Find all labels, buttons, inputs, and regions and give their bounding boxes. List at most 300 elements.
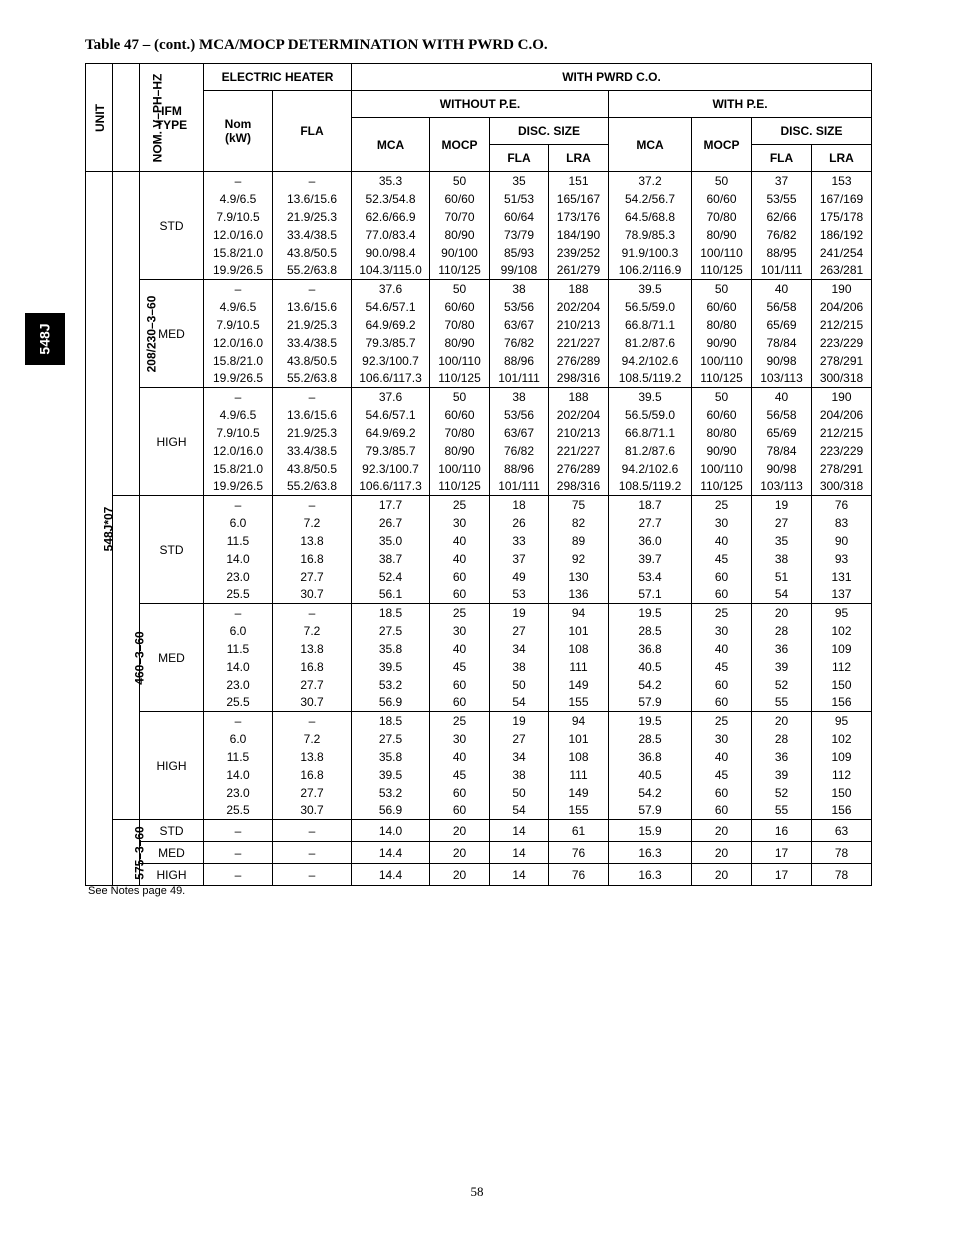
table-row (86, 550, 872, 568)
table-cell: 78.9/85.3 (609, 226, 692, 244)
table-cell: 13.6/15.6 (273, 298, 352, 316)
table-cell: 55.2/63.8 (273, 478, 352, 496)
table-cell: 300/318 (812, 370, 872, 388)
table-cell: 13.6/15.6 (273, 190, 352, 208)
table-cell: 55.2/63.8 (273, 370, 352, 388)
table-row (86, 568, 872, 586)
table-cell: 51/53 (490, 190, 549, 208)
table-cell: 20 (692, 842, 752, 864)
table-cell: 212/215 (812, 424, 872, 442)
table-cell: 60 (430, 802, 490, 820)
table-cell: 66.8/71.1 (609, 316, 692, 334)
table-cell: 45 (430, 766, 490, 784)
table-row (86, 864, 872, 886)
table-cell: 19.5 (609, 604, 692, 622)
table-cell: 45 (692, 766, 752, 784)
table-cell: 57.9 (609, 802, 692, 820)
table-cell: 40 (752, 280, 812, 298)
table-cell: 80/90 (692, 226, 752, 244)
table-row (86, 622, 872, 640)
table-cell: 25.5 (204, 802, 273, 820)
table-cell: 92.3/100.7 (352, 352, 430, 370)
table-cell: 64.5/68.8 (609, 208, 692, 226)
table-cell: 106.2/116.9 (609, 262, 692, 280)
table-cell: 23.0 (204, 676, 273, 694)
table-cell: 300/318 (812, 478, 872, 496)
table-cell: – (273, 280, 352, 298)
table-cell: 14 (490, 820, 549, 842)
table-row (86, 712, 872, 730)
table-cell: 80/90 (430, 442, 490, 460)
header-heater-fla: FLA (273, 91, 352, 172)
table-cell: 80/90 (430, 334, 490, 352)
table-cell: 108 (549, 748, 609, 766)
header-disc-lra: LRA (549, 145, 609, 172)
table-cell: – (204, 712, 273, 730)
table-cell: 53.2 (352, 676, 430, 694)
table-cell: 100/110 (692, 460, 752, 478)
table-cell: 239/252 (549, 244, 609, 262)
table-cell: 108.5/119.2 (609, 370, 692, 388)
table-cell: 40 (752, 388, 812, 406)
table-cell: 210/213 (549, 316, 609, 334)
table-cell: 204/206 (812, 298, 872, 316)
section-tab-label: 548J (37, 323, 53, 355)
table-cell: 263/281 (812, 262, 872, 280)
table-cell: 27 (752, 514, 812, 532)
table-row (86, 370, 872, 388)
table-cell: 88/95 (752, 244, 812, 262)
table-cell: 26 (490, 514, 549, 532)
table-cell: – (273, 864, 352, 886)
table-cell: 19 (490, 712, 549, 730)
footnote: See Notes page 49. (88, 885, 186, 897)
table-cell: 39.5 (609, 280, 692, 298)
table-cell: 153 (812, 172, 872, 190)
table-cell: – (273, 842, 352, 864)
table-cell: 43.8/50.5 (273, 352, 352, 370)
table-cell: 7.9/10.5 (204, 424, 273, 442)
table-cell: 25 (692, 496, 752, 514)
table-cell: 30 (692, 730, 752, 748)
table-cell: 40 (692, 748, 752, 766)
table-cell: 27 (490, 622, 549, 640)
table-cell: 82 (549, 514, 609, 532)
table-cell: 27.7 (273, 676, 352, 694)
table-cell: 101/111 (490, 478, 549, 496)
table-row (86, 388, 872, 406)
table-cell: 156 (812, 802, 872, 820)
header-disc-lra: LRA (812, 145, 872, 172)
table-cell: 14.4 (352, 864, 430, 886)
table-cell: 30.7 (273, 586, 352, 604)
table-cell: – (204, 842, 273, 864)
table-cell: 276/289 (549, 460, 609, 478)
table-cell: 35.3 (352, 172, 430, 190)
table-cell: 25.5 (204, 586, 273, 604)
table-cell: 38 (490, 766, 549, 784)
table-row (86, 424, 872, 442)
table-cell: 38.7 (352, 550, 430, 568)
table-cell: 110/125 (430, 370, 490, 388)
table-cell: 25 (430, 604, 490, 622)
table-cell: 15.8/21.0 (204, 460, 273, 478)
table-cell: 33.4/38.5 (273, 442, 352, 460)
table-cell: 20 (692, 820, 752, 842)
table-cell: 298/316 (549, 478, 609, 496)
table-cell: – (204, 172, 273, 190)
table-cell: – (273, 604, 352, 622)
table-cell: 56.9 (352, 802, 430, 820)
table-cell: 18 (490, 496, 549, 514)
table-cell: 30.7 (273, 694, 352, 712)
table-cell: 76 (812, 496, 872, 514)
page-title: Table 47 – (cont.) MCA/MOCP DETERMINATION WITH PWRD C.O. (85, 37, 548, 53)
table-row (86, 748, 872, 766)
header-with-pwrd-co: WITH PWRD C.O. (352, 64, 872, 91)
table-cell: 278/291 (812, 460, 872, 478)
table-cell: 78/84 (752, 334, 812, 352)
table-cell: 92.3/100.7 (352, 460, 430, 478)
table-cell: 150 (812, 784, 872, 802)
table-cell: 36.8 (609, 748, 692, 766)
table-row (86, 190, 872, 208)
table-cell: 80/90 (430, 226, 490, 244)
table-cell: 4.9/6.5 (204, 298, 273, 316)
table-cell: 25.5 (204, 694, 273, 712)
table-cell: 92 (549, 550, 609, 568)
table-cell: 12.0/16.0 (204, 442, 273, 460)
table-cell: 20 (752, 712, 812, 730)
table-cell: 173/176 (549, 208, 609, 226)
table-cell: 37 (490, 550, 549, 568)
table-cell: 28.5 (609, 622, 692, 640)
table-row (86, 514, 872, 532)
header-with-pe: WITH P.E. (609, 91, 872, 118)
table-cell: 241/254 (812, 244, 872, 262)
table-row (86, 586, 872, 604)
table-cell: 7.9/10.5 (204, 316, 273, 334)
table-cell: 62/66 (752, 208, 812, 226)
voltage-cell: 575–3–60 (113, 820, 140, 886)
table-cell: 70/80 (692, 208, 752, 226)
table-row (86, 676, 872, 694)
table-cell: 76 (549, 864, 609, 886)
table-cell: 64.9/69.2 (352, 424, 430, 442)
table-cell: 33.4/38.5 (273, 334, 352, 352)
table-cell: 27.5 (352, 622, 430, 640)
table-cell: 202/204 (549, 406, 609, 424)
table-cell: 28 (752, 622, 812, 640)
table-cell: 65/69 (752, 316, 812, 334)
table-cell: 34 (490, 748, 549, 766)
table-cell: 60/60 (692, 298, 752, 316)
table-cell: 39.5 (352, 658, 430, 676)
table-cell: 66.8/71.1 (609, 424, 692, 442)
table-cell: 103/113 (752, 370, 812, 388)
table-cell: 63/67 (490, 424, 549, 442)
ifm-type-cell: STD (140, 820, 204, 842)
table-cell: 11.5 (204, 532, 273, 550)
table-cell: 60/60 (430, 406, 490, 424)
table-cell: 83 (812, 514, 872, 532)
table-cell: 110/125 (692, 478, 752, 496)
table-cell: 16.3 (609, 864, 692, 886)
table-cell: 190 (812, 388, 872, 406)
table-cell: 210/213 (549, 424, 609, 442)
header-disc-size: DISC. SIZE (490, 118, 609, 145)
table-cell: 40 (430, 640, 490, 658)
table-cell: – (204, 864, 273, 886)
table-cell: 30 (692, 514, 752, 532)
table-cell: 19 (490, 604, 549, 622)
table-cell: – (204, 280, 273, 298)
table-cell: 56.5/59.0 (609, 406, 692, 424)
table-row (86, 280, 872, 298)
table-cell: 106.6/117.3 (352, 370, 430, 388)
table-cell: 94.2/102.6 (609, 352, 692, 370)
table-cell: 53/56 (490, 298, 549, 316)
table-cell: 78 (812, 842, 872, 864)
ifm-type-cell: MED (140, 604, 204, 712)
table-cell: 6.0 (204, 622, 273, 640)
table-cell: 50 (692, 280, 752, 298)
table-cell: 35.0 (352, 532, 430, 550)
table-cell: 188 (549, 280, 609, 298)
table-row (86, 842, 872, 864)
table-cell: 16 (752, 820, 812, 842)
table-cell: 110/125 (692, 262, 752, 280)
table-cell: 70/80 (430, 316, 490, 334)
table-cell: 55.2/63.8 (273, 262, 352, 280)
table-cell: 106.6/117.3 (352, 478, 430, 496)
table-cell: 56.5/59.0 (609, 298, 692, 316)
table-cell: 90 (812, 532, 872, 550)
table-cell: 188 (549, 388, 609, 406)
table-cell: 156 (812, 694, 872, 712)
table-cell: 70/80 (430, 424, 490, 442)
table-cell: 17 (752, 864, 812, 886)
table-cell: 261/279 (549, 262, 609, 280)
table-cell: 45 (692, 550, 752, 568)
table-cell: 35.8 (352, 640, 430, 658)
table-cell: 27.7 (609, 514, 692, 532)
table-cell: 73/79 (490, 226, 549, 244)
table-cell: 14.0 (204, 550, 273, 568)
table-cell: 28 (752, 730, 812, 748)
header-voltage: NOM. V–PH–HZ (113, 64, 140, 172)
table-cell: 38 (490, 280, 549, 298)
table-cell: 35.8 (352, 748, 430, 766)
header-mocp: MOCP (430, 118, 490, 172)
table-cell: 37.6 (352, 280, 430, 298)
table-cell: 39 (752, 766, 812, 784)
table-cell: 101 (549, 622, 609, 640)
table-cell: 18.7 (609, 496, 692, 514)
table-cell: 101 (549, 730, 609, 748)
table-cell: 76/82 (490, 442, 549, 460)
table-cell: 19.9/26.5 (204, 478, 273, 496)
table-row (86, 694, 872, 712)
table-cell: 60 (692, 676, 752, 694)
table-cell: – (273, 172, 352, 190)
table-cell: 90/100 (430, 244, 490, 262)
table-cell: 50 (430, 280, 490, 298)
table-cell: 223/229 (812, 442, 872, 460)
table-cell: 30 (430, 622, 490, 640)
table-cell: 14.0 (204, 658, 273, 676)
table-cell: 53.2 (352, 784, 430, 802)
table-row (86, 226, 872, 244)
table-row (86, 460, 872, 478)
table-cell: 20 (692, 864, 752, 886)
table-cell: 20 (430, 864, 490, 886)
table-cell: 6.0 (204, 514, 273, 532)
ifm-type-cell: MED (140, 280, 204, 388)
table-cell: 18.5 (352, 604, 430, 622)
table-cell: 14 (490, 864, 549, 886)
table-cell: 7.2 (273, 514, 352, 532)
table-cell: 60/60 (430, 190, 490, 208)
table-body (86, 172, 872, 886)
table-cell: 75 (549, 496, 609, 514)
table-cell: 16.8 (273, 766, 352, 784)
table-cell: 14 (490, 842, 549, 864)
table-cell: 278/291 (812, 352, 872, 370)
table-cell: 16.8 (273, 550, 352, 568)
table-cell: 78/84 (752, 442, 812, 460)
table-cell: 19.5 (609, 712, 692, 730)
table-cell: 28.5 (609, 730, 692, 748)
table-cell: 27 (490, 730, 549, 748)
table-cell: 49 (490, 568, 549, 586)
table-cell: 190 (812, 280, 872, 298)
table-cell: 27.5 (352, 730, 430, 748)
table-cell: 23.0 (204, 568, 273, 586)
table-row (86, 730, 872, 748)
table-cell: 40 (430, 532, 490, 550)
table-cell: 35 (752, 532, 812, 550)
table-cell: 76 (549, 842, 609, 864)
table-cell: 12.0/16.0 (204, 334, 273, 352)
table-cell: 4.9/6.5 (204, 190, 273, 208)
table-cell: 89 (549, 532, 609, 550)
table-row (86, 478, 872, 496)
table-cell: 6.0 (204, 730, 273, 748)
section-tab (25, 313, 65, 365)
table-row (86, 172, 872, 190)
table-cell: 14.0 (352, 820, 430, 842)
table-cell: 53/56 (490, 406, 549, 424)
table-cell: 27.7 (273, 568, 352, 586)
table-cell: 60 (692, 694, 752, 712)
table-cell: 100/110 (430, 352, 490, 370)
table-cell: 37.2 (609, 172, 692, 190)
table-cell: 52.3/54.8 (352, 190, 430, 208)
table-cell: 50 (692, 388, 752, 406)
voltage-cell: 208/230–3–60 (113, 172, 140, 496)
table-cell: 136 (549, 586, 609, 604)
table-cell: 80/80 (692, 316, 752, 334)
ifm-type-cell: STD (140, 496, 204, 604)
table-cell: 102 (812, 622, 872, 640)
table-cell: 65/69 (752, 424, 812, 442)
table-cell: 212/215 (812, 316, 872, 334)
table-cell: 276/289 (549, 352, 609, 370)
table-cell: 50 (490, 676, 549, 694)
table-cell: – (273, 496, 352, 514)
table-cell: 70/70 (430, 208, 490, 226)
table-cell: 90/98 (752, 352, 812, 370)
table-cell: 33.4/38.5 (273, 226, 352, 244)
table-cell: 202/204 (549, 298, 609, 316)
table-cell: 37 (752, 172, 812, 190)
table-cell: 100/110 (692, 244, 752, 262)
table-cell: 38 (752, 550, 812, 568)
table-cell: 11.5 (204, 748, 273, 766)
table-cell: 63 (812, 820, 872, 842)
ifm-type-cell: STD (140, 172, 204, 280)
table-cell: 26.7 (352, 514, 430, 532)
table-cell: 52 (752, 784, 812, 802)
table-cell: 13.6/15.6 (273, 406, 352, 424)
table-cell: 39 (752, 658, 812, 676)
table-cell: 54.2 (609, 676, 692, 694)
table-cell: 81.2/87.6 (609, 334, 692, 352)
table-cell: 90.0/98.4 (352, 244, 430, 262)
table-cell: 15.9 (609, 820, 692, 842)
table-cell: 38 (490, 388, 549, 406)
table-cell: 137 (812, 586, 872, 604)
table-row (86, 316, 872, 334)
table-cell: 16.8 (273, 658, 352, 676)
table-cell: 21.9/25.3 (273, 316, 352, 334)
unit-cell: 548J*07 (86, 172, 113, 886)
table-row (86, 532, 872, 550)
table-row (86, 604, 872, 622)
table-row (86, 244, 872, 262)
table-cell: 40 (692, 640, 752, 658)
table-cell: 109 (812, 748, 872, 766)
table-cell: 20 (430, 842, 490, 864)
table-cell: 7.2 (273, 730, 352, 748)
header-ifm-type: IFM TYPE (140, 64, 204, 172)
table-cell: 165/167 (549, 190, 609, 208)
table-cell: 50 (430, 388, 490, 406)
table-cell: 51 (752, 568, 812, 586)
header-mca: MCA (352, 118, 430, 172)
table-cell: 25 (430, 712, 490, 730)
table-cell: 17 (752, 842, 812, 864)
table-cell: 101/111 (752, 262, 812, 280)
table-cell: 39.7 (609, 550, 692, 568)
table-cell: 25 (692, 604, 752, 622)
table-cell: 60 (692, 784, 752, 802)
table-cell: 112 (812, 658, 872, 676)
ifm-type-cell: HIGH (140, 388, 204, 496)
table-cell: 15.8/21.0 (204, 352, 273, 370)
table-cell: 61 (549, 820, 609, 842)
table-cell: 13.8 (273, 640, 352, 658)
table-cell: 19.9/26.5 (204, 370, 273, 388)
table-cell: 35 (490, 172, 549, 190)
table-cell: 40 (430, 550, 490, 568)
table-cell: 95 (812, 604, 872, 622)
table-cell: 79.3/85.7 (352, 334, 430, 352)
table-cell: 40 (692, 532, 752, 550)
table-cell: 167/169 (812, 190, 872, 208)
header-electric-heater: ELECTRIC HEATER (204, 64, 352, 91)
